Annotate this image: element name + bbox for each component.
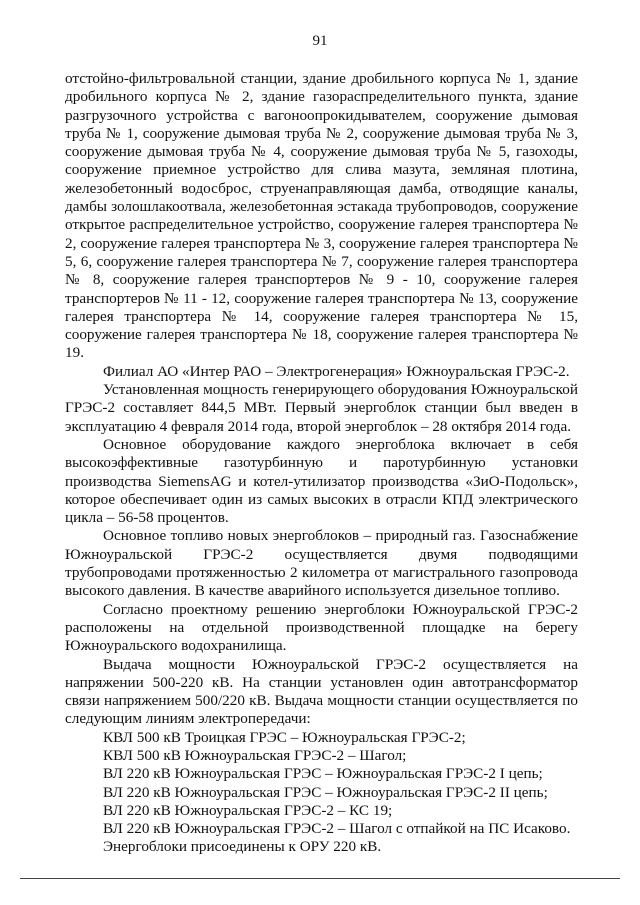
connection-note: Энергоблоки присоединены к ОРУ 220 кВ.: [103, 838, 382, 856]
power-line-item: ВЛ 220 кВ Южноуральская ГРЭС-2 – КС 19;: [103, 801, 393, 819]
document-body: [65, 70, 578, 857]
paragraph-branch-title: Филиал АО «Интер РАО – Электрогенерация» Южноуральская ГРЭС-2.: [103, 362, 570, 380]
power-line-item: КВЛ 500 кВ Южноуральская ГРЭС-2 – Шагол;: [103, 746, 407, 764]
power-line-item: ВЛ 220 кВ Южноуральская ГРЭС – Южноуральская ГРЭС-2 II цепь;: [103, 783, 548, 801]
paragraph-main-equipment: Основное оборудование каждого энергоблока включает в себя высокоэффективные газотурбинную и паротурбинную установки производства SiemensAG и котел-утилизатор производства «ЗиО-Подольск», которое обеспечивает один из самых высоких в отрасли КПД электрического цикла – 56-58 процентов.: [65, 435, 578, 527]
power-line-item: КВЛ 500 кВ Троицкая ГРЭС – Южноуральская ГРЭС-2;: [103, 728, 466, 746]
page-number: 91: [312, 33, 328, 49]
page-bottom-rule: [20, 878, 620, 879]
power-line-item: ВЛ 220 кВ Южноуральская ГРЭС-2 – Шагол с отпайкой на ПС Исаково.: [103, 820, 571, 838]
paragraph-location: Согласно проектному решению энергоблоки Южноуральской ГРЭС-2 расположены на отдельной производственной площадке на берегу Южноуральского водохранилища.: [65, 600, 578, 655]
paragraph-fuel: Основное топливо новых энергоблоков – природный газ. Газоснабжение Южноуральской ГРЭС-2 осуществляется двумя подводящими трубопроводами протяженностью 2 километра от магистрального газопровода высокого давления. В качестве аварийного используется дизельное топливо.: [65, 527, 578, 600]
paragraph-power-output: Выдача мощности Южноуральской ГРЭС-2 осуществляется на напряжении 500-220 кВ. На станции установлен один автотрансформатор связи напряжением 500/220 кВ. Выдача мощности станции осуществляется по следующим линиям электропередачи:: [65, 655, 578, 728]
power-line-item: ВЛ 220 кВ Южноуральская ГРЭС – Южноуральская ГРЭС-2 I цепь;: [103, 765, 543, 783]
paragraph-station-facilities: отстойно-фильтровальной станции, здание дробильного корпуса № 1, здание дробильного корпуса № 2, здание газораспределительного пункта, здание разгрузочного устройства с вагоноопрокидывателем, сооружение дымовая труба № 1, сооружение дымовая труба № 2, сооружение дымовая труба № 3, сооружение дымовая труба № 4, сооружение дымовая труба № 5, газоходы, сооружение приемное устройство для слива мазута, земляная плотина, железобетонный водосброс, струенаправляющая дамба, отводящие каналы, дамбы золошлакоотвала, железобетонная эстакада трубопроводов, сооружение открытое распределительное устройство, сооружение галерея транспортера № 2, сооружение галерея транспортера № 3, сооружение галерея транспортера № 5, 6, сооружение галерея транспортера № 7, сооружение галерея транспортера № 8, сооружение галерея транспортеров № 9 - 10, сооружение галерея транспортеров № 11 - 12, сооружение галерея транспортера № 13, сооружение галерея транспортера № 14, сооружение галерея транспортера № 15, сооружение галерея транспортера № 18, сооружение галерея транспортера № 19.: [65, 70, 578, 362]
paragraph-installed-capacity: Установленная мощность генерирующего оборудования Южноуральской ГРЭС-2 составляет 844,5 МВт. Первый энергоблок станции был введен в эксплуатацию 4 февраля 2014 года, второй энергоблок – 28 октября 2014 года.: [65, 381, 578, 435]
